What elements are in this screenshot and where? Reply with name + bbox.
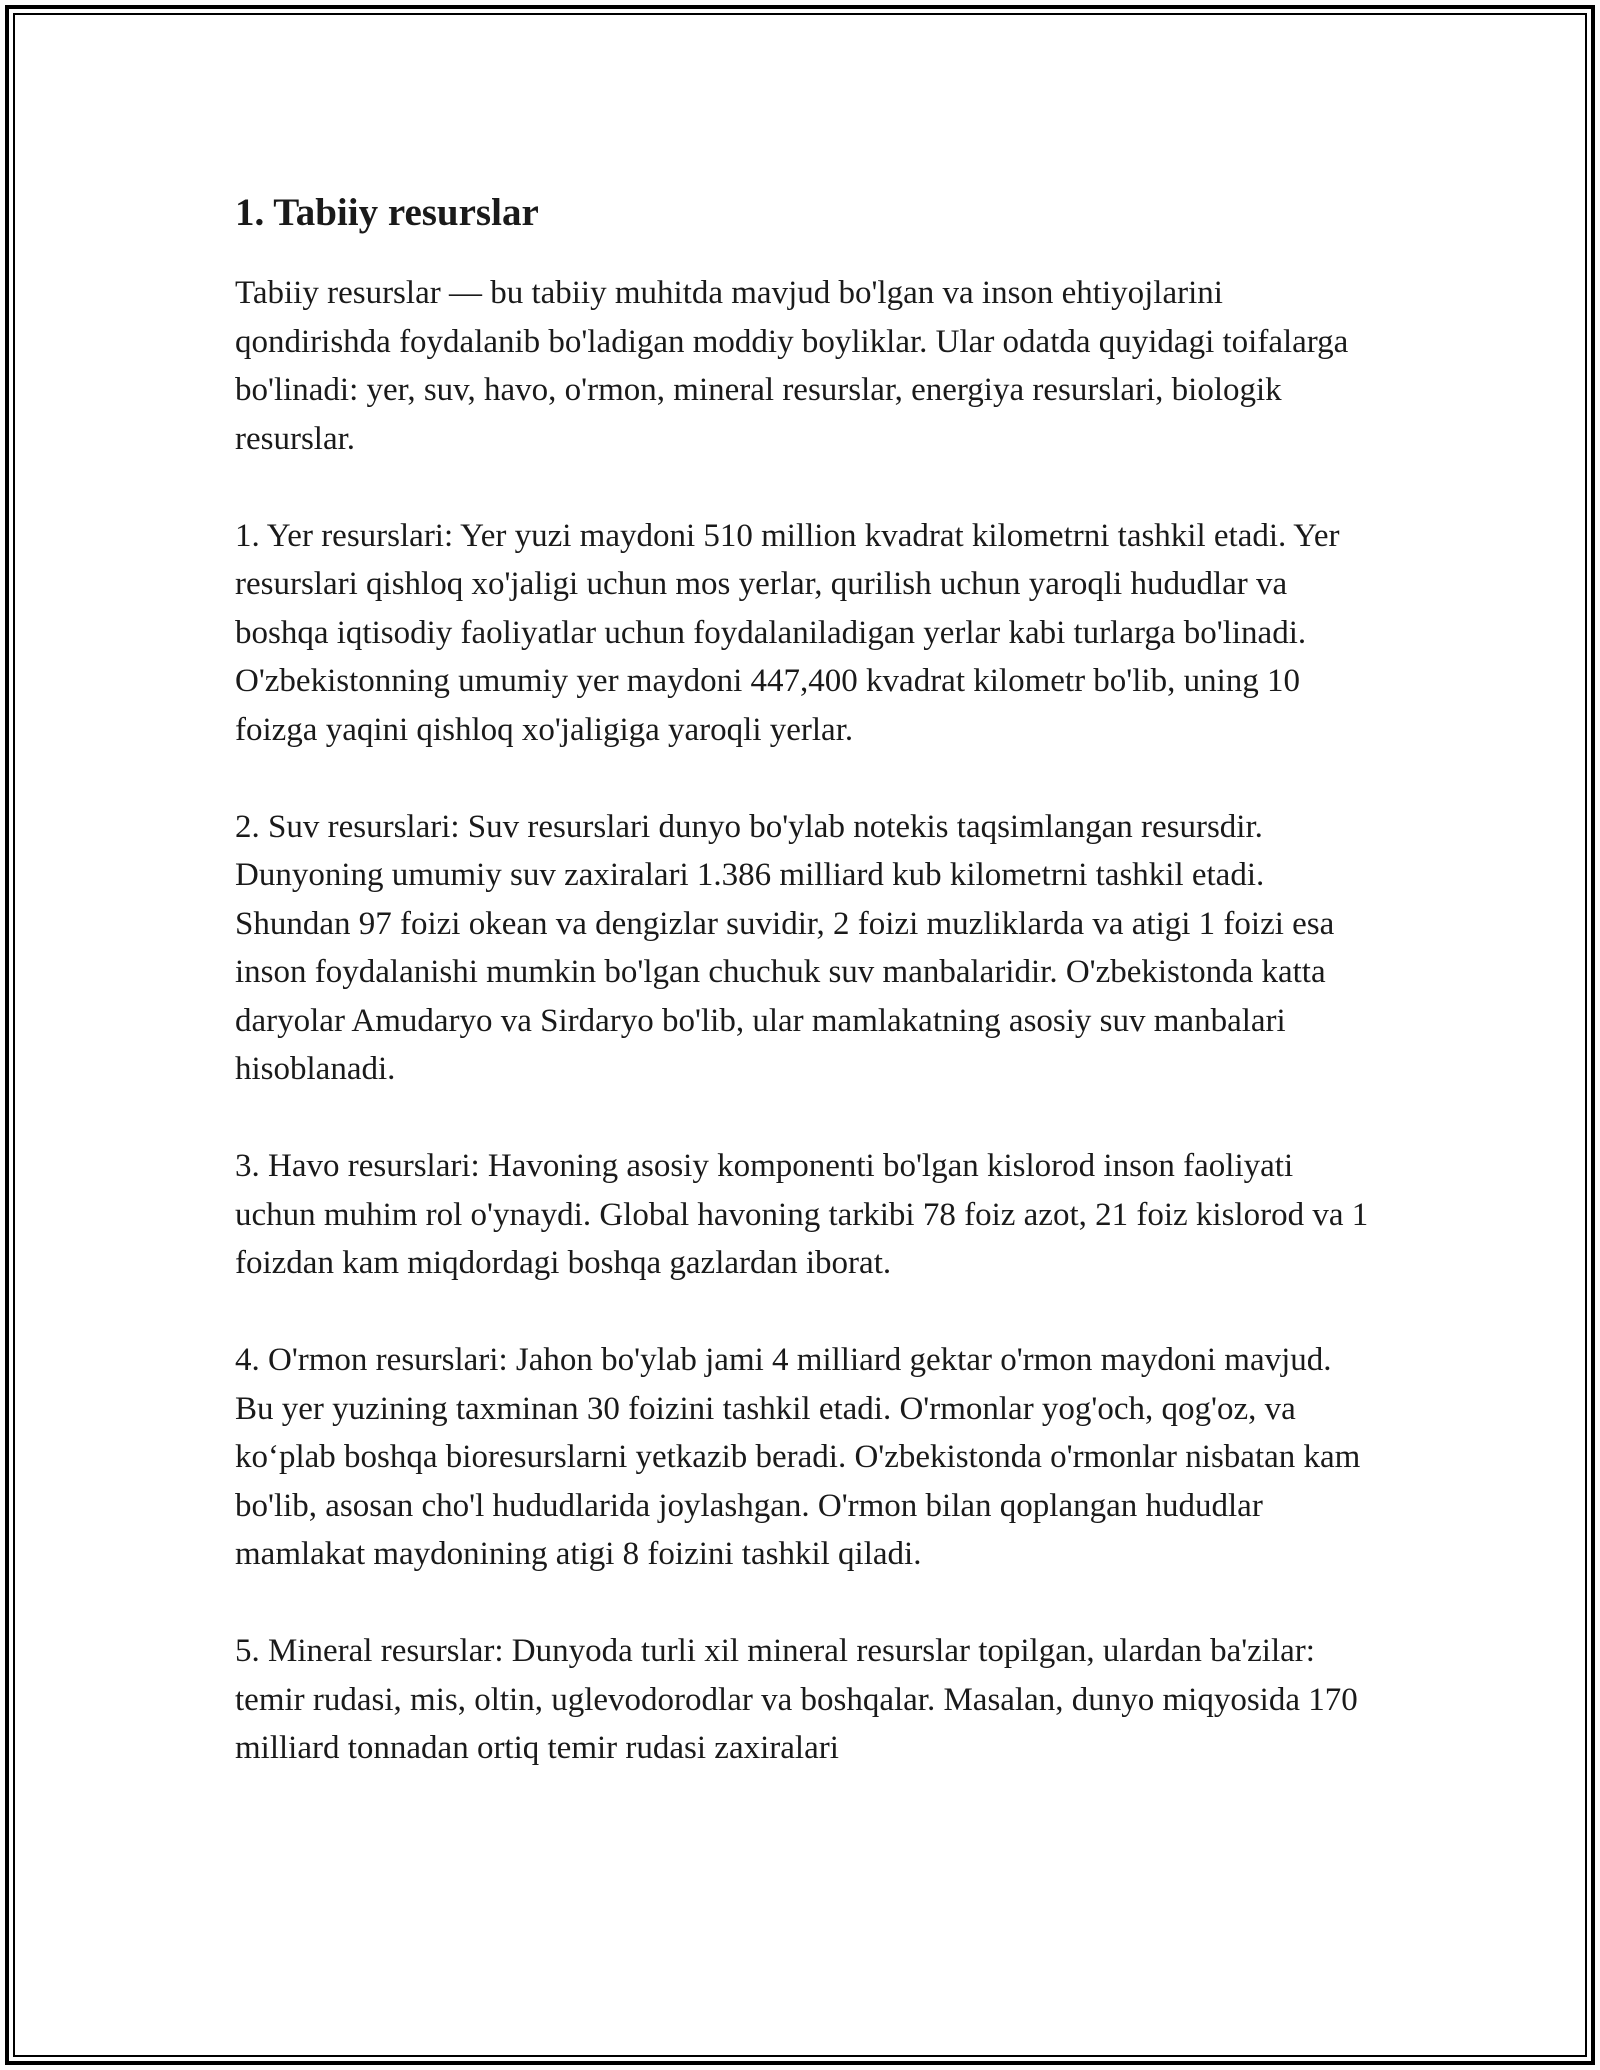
paragraph-water-resources: 2. Suv resurslari: Suv resurslari dunyo bo'ylab notekis taqsimlangan resursdir. Dunyoning umumiy suv zaxiralari 1.386 milliard kub kilometrni tashkil etadi. Shundan 97 foizi okean va dengizlar suvidir, 2 foizi muzliklarda va atigi 1 foizi esa inson foydalanishi mumkin bo'lgan chuchuk suv manbalaridir. O'zbekistonda katta daryolar Amudaryo va Sirdaryo bo'lib, ular mamlakatning asosiy suv manbalari hisoblanadi.: [235, 808, 1335, 1087]
section-title: 1. Tabiiy resurslar: [235, 191, 539, 234]
paragraph-land-resources: 1. Yer resurslari: Yer yuzi maydoni 510 million kvadrat kilometrni tashkil etadi. Yer resurslari qishloq xo'jaligi uchun mos yerlar, qurilish uchun yaroqli hududlar va boshqa iqtisodiy faoliyatlar uchun foydalaniladigan yerlar kabi turlarga bo'linadi. O'zbekistonning umumiy yer maydoni 447,400 kvadrat kilometr bo'lib, uning 10 foizga yaqini qishloq xo'jaligiga yaroqli yerlar.: [235, 517, 1340, 748]
paragraph-air-resources: 3. Havo resurslari: Havoning asosiy komponenti bo'lgan kislorod inson faoliyati uchun muhim rol o'ynaydi. Global havoning tarkibi 78 foiz azot, 21 foiz kislorod va 1 foizdan kam miqdordagi boshqa gazlardan iborat.: [235, 1148, 1369, 1281]
document-body: [235, 185, 1370, 1821]
paragraph-intro: Tabiiy resurslar — bu tabiiy muhitda mavjud bo'lgan va inson ehtiyojlarini qondirishda foydalanib bo'ladigan moddiy boyliklar. Ular odatda quyidagi toifalarga bo'linadi: yer, suv, havo, o'rmon, mineral resurslar, energiya resurslari, biologik resurslar.: [235, 275, 1349, 457]
paragraph-mineral-resources: 5. Mineral resurslar: Dunyoda turli xil mineral resurslar topilgan, ulardan ba'zilar: temir rudasi, mis, oltin, uglevodorodlar va boshqalar. Masalan, dunyo miqyosida 170 milliard tonnadan ortiq temir rudasi zaxiralari: [235, 1633, 1358, 1766]
paragraph-forest-resources: 4. O'rmon resurslari: Jahon bo'ylab jami 4 milliard gektar o'rmon maydoni mavjud. Bu yer yuzining taxminan 30 foizini tashkil etadi. O'rmonlar yog'och, qog'oz, va ko‘plab boshqa bioresurslarni yetkazib beradi. O'zbekistonda o'rmonlar nisbatan kam bo'lib, asosan cho'l hududlarida joylashgan. O'rmon bilan qoplangan hududlar mamlakat maydonining atigi 8 foizini tashkil qiladi.: [235, 1342, 1361, 1572]
